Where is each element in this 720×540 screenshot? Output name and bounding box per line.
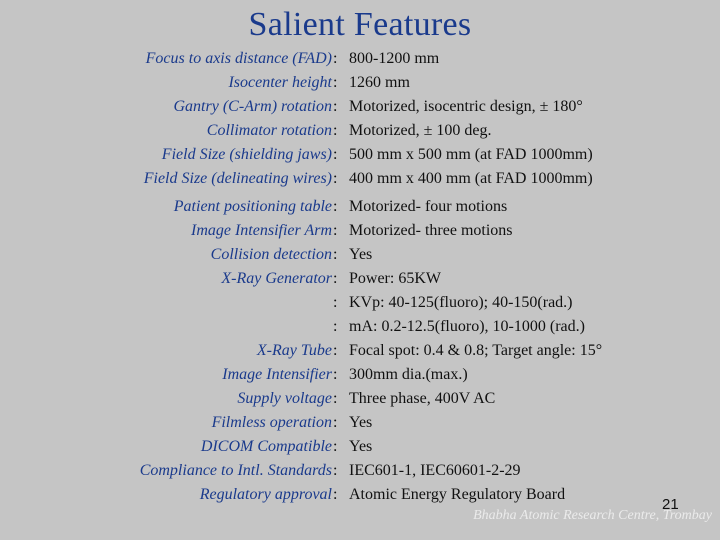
feature-colon: : [333, 366, 338, 383]
feature-label: Compliance to Intl. Standards [139, 462, 332, 479]
feature-value: Yes [349, 438, 373, 455]
feature-label: Field Size (delineating wires) [143, 170, 332, 187]
feature-row [0, 339, 720, 363]
feature-label: Image Intensifier Arm [190, 222, 332, 239]
feature-row [0, 411, 720, 435]
feature-colon: : [333, 50, 338, 67]
feature-value: Yes [349, 414, 373, 431]
feature-value: IEC601-1, IEC60601-2-29 [349, 462, 521, 479]
feature-label: Collision detection [210, 246, 332, 263]
feature-value: mA: 0.2-12.5(fluoro), 10-1000 (rad.) [349, 318, 585, 335]
feature-value: Yes [349, 246, 373, 263]
feature-colon: : [333, 98, 338, 115]
feature-colon: : [333, 438, 338, 455]
feature-value: Motorized, isocentric design, ± 180° [349, 98, 583, 115]
feature-value: 400 mm x 400 mm (at FAD 1000mm) [349, 170, 593, 187]
feature-value: 800-1200 mm [349, 50, 440, 67]
feature-row [0, 243, 720, 267]
feature-row [0, 143, 720, 167]
feature-value: Three phase, 400V AC [349, 390, 496, 407]
feature-label: Field Size (shielding jaws) [161, 146, 332, 163]
feature-colon: : [333, 146, 338, 163]
feature-row [0, 167, 720, 191]
feature-label: Collimator rotation [206, 122, 332, 139]
feature-label: Image Intensifier [222, 366, 332, 383]
feature-colon: : [333, 170, 338, 187]
feature-label: Regulatory approval [199, 486, 332, 503]
feature-row [0, 119, 720, 143]
feature-row [0, 95, 720, 119]
feature-value: KVp: 40-125(fluoro); 40-150(rad.) [349, 294, 573, 311]
feature-value: Atomic Energy Regulatory Board [349, 486, 566, 503]
feature-value: Focal spot: 0.4 & 0.8; Target angle: 15° [349, 342, 603, 359]
feature-value: Motorized, ± 100 deg. [349, 122, 492, 139]
feature-value: Power: 65KW [349, 270, 441, 287]
feature-row [0, 47, 720, 71]
footer-credit: Bhabha Atomic Research Centre, Trombay [473, 508, 712, 523]
feature-label: Patient positioning table [173, 198, 332, 215]
feature-label: Supply voltage [237, 390, 332, 407]
feature-colon: : [333, 246, 338, 263]
feature-label: Filmless operation [211, 414, 332, 431]
feature-label: X-Ray Tube [256, 342, 332, 359]
feature-colon: : [333, 294, 338, 311]
feature-value: Motorized- three motions [349, 222, 513, 239]
feature-row [0, 71, 720, 95]
feature-label: Focus to axis distance (FAD) [145, 50, 332, 67]
feature-row [0, 459, 720, 483]
feature-row [0, 291, 720, 315]
feature-value: 1260 mm [349, 74, 410, 91]
feature-colon: : [333, 462, 338, 479]
feature-colon: : [333, 222, 338, 239]
feature-row [0, 435, 720, 459]
page-number: 21 [662, 496, 679, 513]
feature-row [0, 195, 720, 219]
feature-row [0, 315, 720, 339]
feature-colon: : [333, 414, 338, 431]
slide-title: Salient Features [248, 6, 472, 43]
feature-colon: : [333, 318, 338, 335]
feature-colon: : [333, 270, 338, 287]
feature-value: Motorized- four motions [349, 198, 508, 215]
feature-row [0, 387, 720, 411]
feature-label: Isocenter height [228, 74, 332, 91]
feature-colon: : [333, 486, 338, 503]
feature-label: X-Ray Generator [221, 270, 332, 287]
feature-row [0, 267, 720, 291]
feature-colon: : [333, 198, 338, 215]
feature-colon: : [333, 390, 338, 407]
feature-row [0, 363, 720, 387]
feature-colon: : [333, 74, 338, 91]
feature-row [0, 219, 720, 243]
feature-colon: : [333, 342, 338, 359]
feature-colon: : [333, 122, 338, 139]
feature-value: 500 mm x 500 mm (at FAD 1000mm) [349, 146, 593, 163]
feature-value: 300mm dia.(max.) [349, 366, 468, 383]
feature-label: DICOM Compatible [200, 438, 332, 455]
feature-row [0, 483, 720, 507]
feature-label: Gantry (C-Arm) rotation [173, 98, 332, 115]
